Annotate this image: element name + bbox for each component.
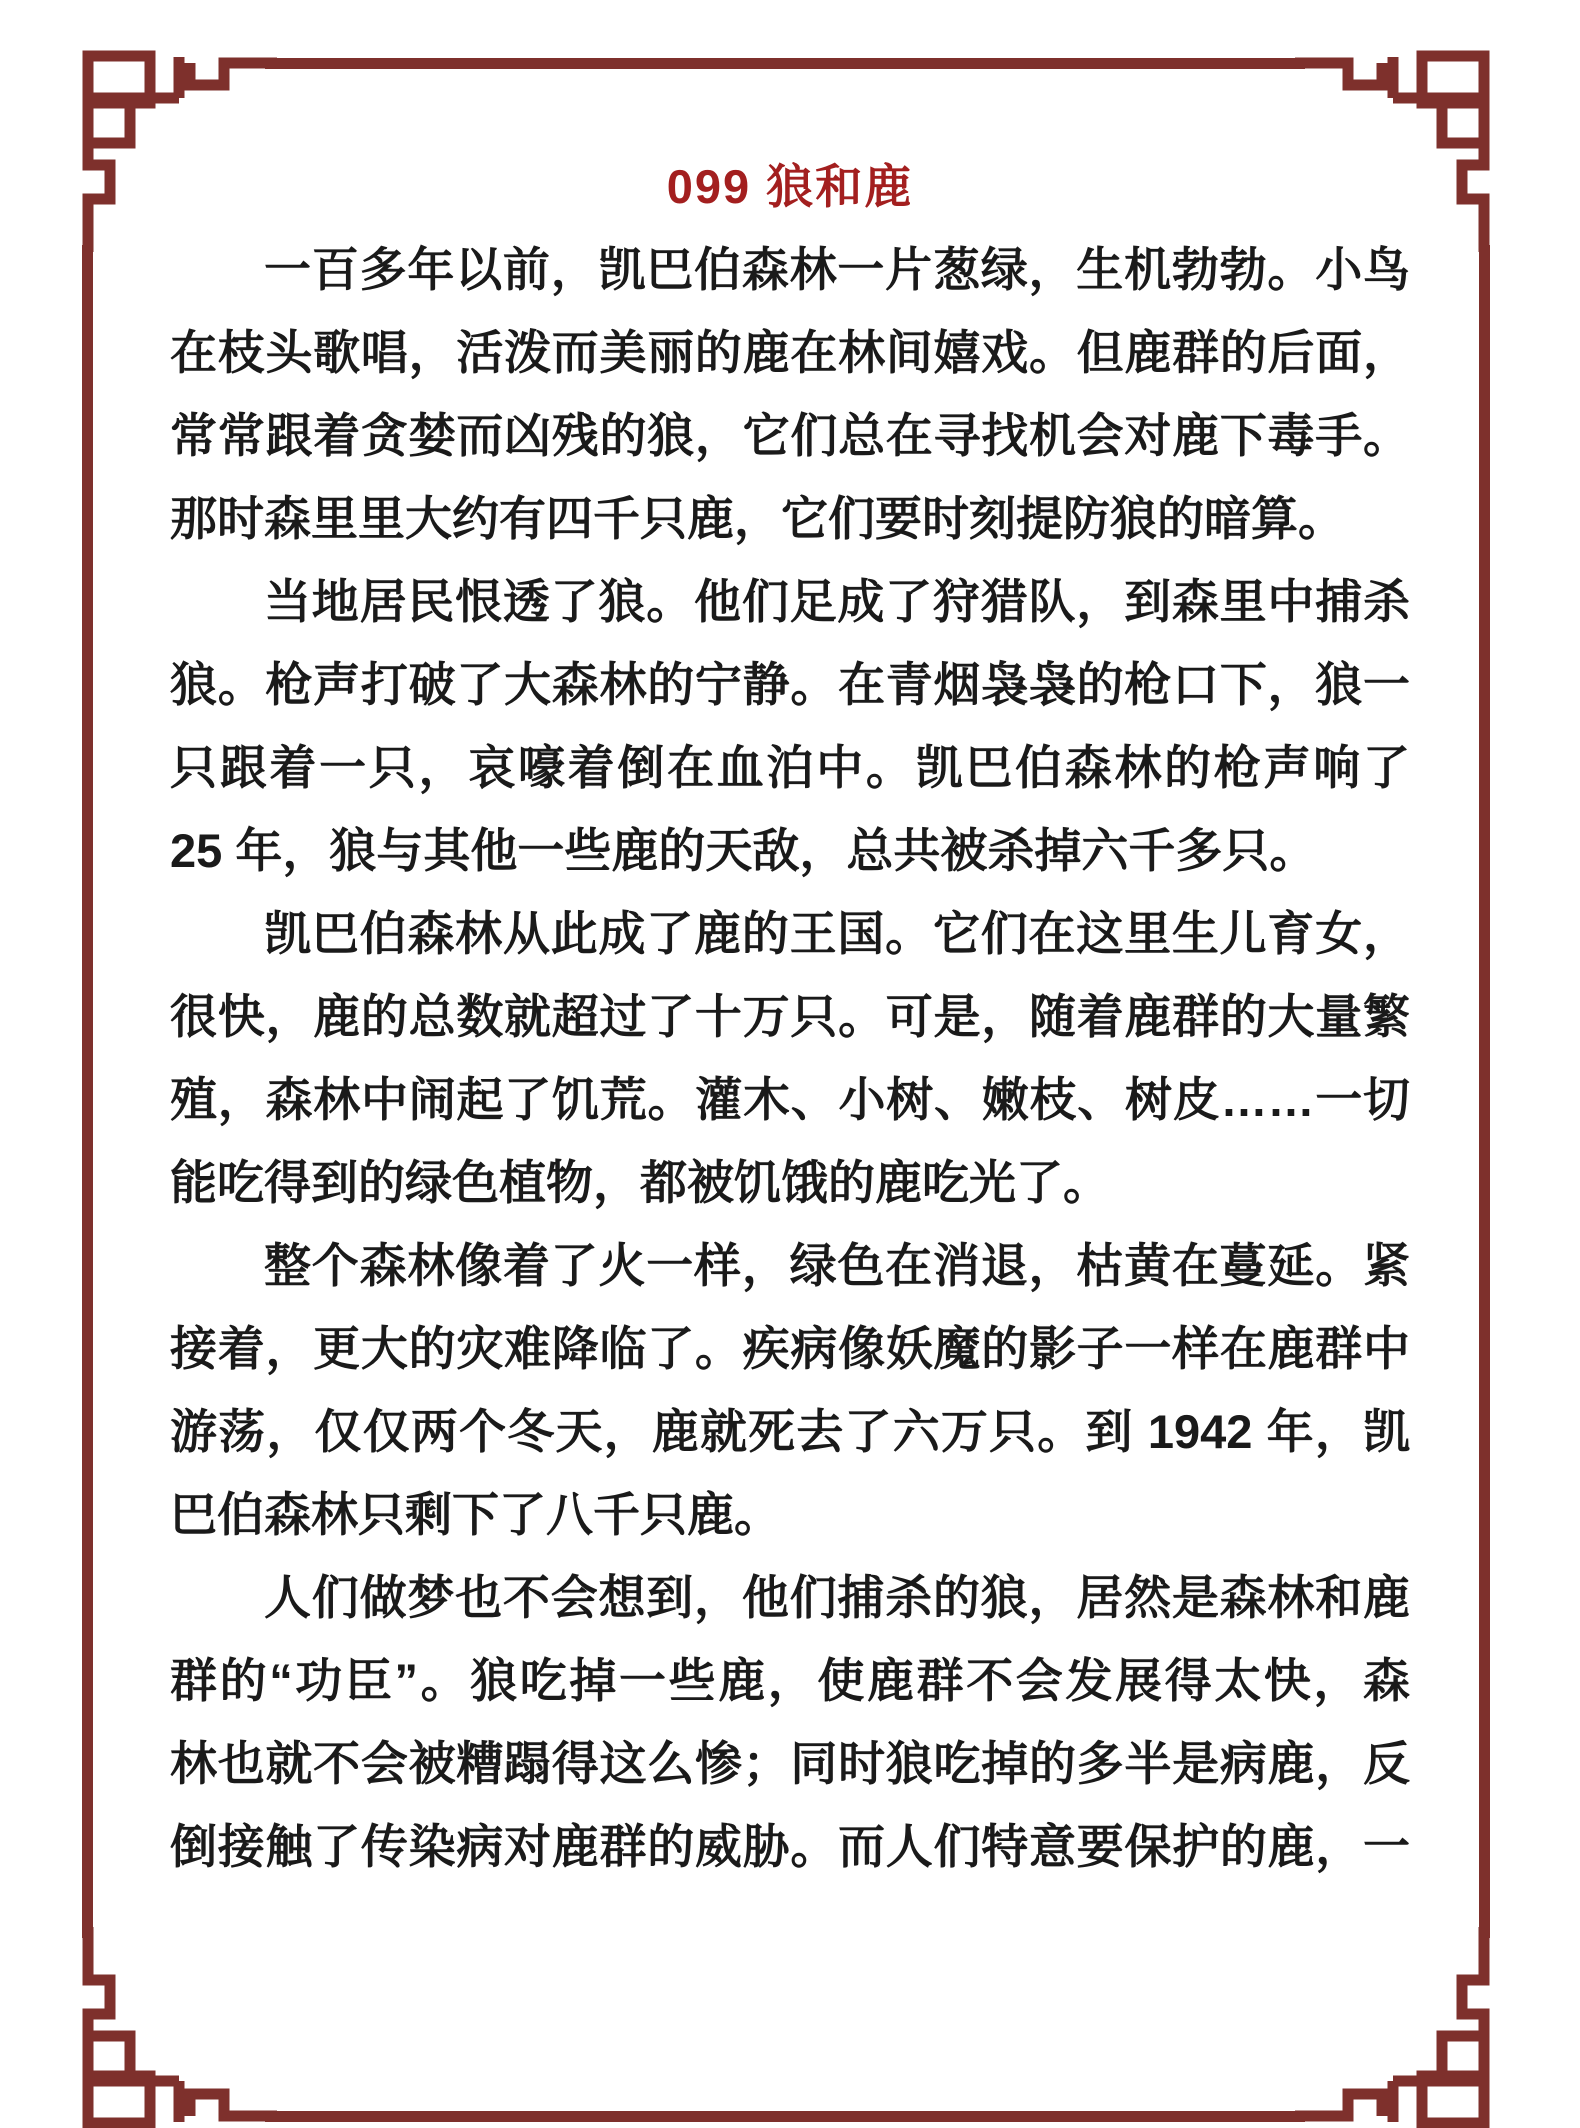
text-line: 很快，鹿的总数就超过了十万只。可是，随着鹿群的大量繁 [170,990,1410,1043]
frame-border-bottom [265,2111,1305,2122]
text-line: 巴伯森林只剩下了八千只鹿。 [170,1488,781,1541]
text-line: 那时森里里大约有四千只鹿，它们要时刻提防狼的暗算。 [170,492,1345,545]
text-line: 整个森林像着了火一样，绿色在消退，枯黄在蔓延。紧 [264,1239,1410,1292]
frame-border-left [82,245,93,1938]
frame-border-top [265,58,1305,69]
text-line: 游荡，仅仅两个冬天，鹿就死去了六万只。到 1942 年，凯 [170,1405,1410,1458]
text-line: 狼。枪声打破了大森林的宁静。在青烟袅袅的枪口下，狼一 [170,658,1410,711]
text-line: 殖，森林中闹起了饥荒。灌木、小树、嫩枝、树皮……一切 [170,1073,1410,1126]
frame-border-right [1479,245,1490,1938]
frame-corner-ornament-icon [62,1927,277,2128]
text-body [170,228,1410,1888]
text-line: 能吃得到的绿色植物，都被饥饿的鹿吃光了。 [170,1156,1110,1209]
text-line: 接着，更大的灾难降临了。疾病像妖魔的影子一样在鹿群中 [170,1322,1410,1375]
text-line: 25 年，狼与其他一些鹿的天敌，总共被杀掉六千多只。 [170,824,1317,877]
frame-corner-ornament-icon [1295,1927,1510,2128]
text-line: 只跟着一只，哀嚎着倒在血泊中。凯巴伯森林的枪声响了 [170,741,1410,794]
frame-corner-ornament-icon [62,37,277,252]
text-line: 倒接触了传染病对鹿群的威胁。而人们特意要保护的鹿，一 [170,1820,1410,1873]
text-line: 林也就不会被糟蹋得这么惨；同时狼吃掉的多半是病鹿，反 [170,1737,1410,1790]
page-title: 099 狼和鹿 [666,160,914,213]
frame-corner-ornament-icon [1295,37,1510,252]
text-line: 一百多年以前，凯巴伯森林一片葱绿，生机勃勃。小鸟 [264,243,1410,296]
text-line: 人们做梦也不会想到，他们捕杀的狼，居然是森林和鹿 [264,1571,1410,1624]
text-line: 群的“功臣”。狼吃掉一些鹿，使鹿群不会发展得太快，森 [170,1654,1410,1707]
text-line: 在枝头歌唱，活泼而美丽的鹿在林间嬉戏。但鹿群的后面， [170,326,1410,379]
text-line: 常常跟着贪婪而凶残的狼，它们总在寻找机会对鹿下毒手。 [170,409,1410,462]
text-line: 凯巴伯森林从此成了鹿的王国。它们在这里生儿育女， [264,907,1410,960]
text-line: 当地居民恨透了狼。他们足成了狩猎队，到森里中捕杀 [264,575,1410,628]
